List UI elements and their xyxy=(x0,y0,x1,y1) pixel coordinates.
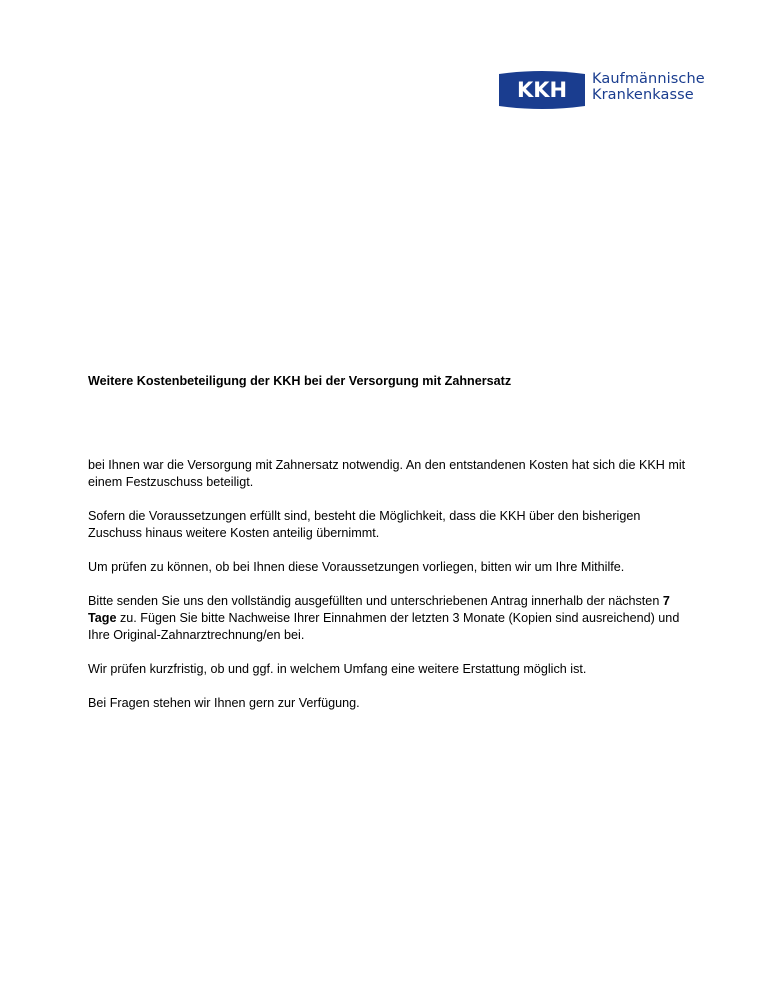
paragraph-3: Um prüfen zu können, ob bei Ihnen diese Voraussetzungen vorliegen, bitten wir um Ihre Mithilfe. xyxy=(88,560,625,574)
letter-body xyxy=(88,373,688,712)
kkh-logo-mark-text: KKH xyxy=(516,78,568,102)
deadline-days: 7 Tage xyxy=(88,594,670,625)
paragraph-4 xyxy=(88,593,688,644)
letter-subject: Weitere Kostenbeteiligung der KKH bei der Versorgung mit Zahnersatz xyxy=(88,374,512,388)
paragraph-4-part2: zu. Fügen Sie bitte Nachweise Ihrer Einnahmen der letzten 3 Monate (Kopien sind ausreichend) und Ihre Original-Zahnarztrechnung/en bei. xyxy=(88,611,680,642)
kkh-logo-wordmark xyxy=(592,71,705,103)
kkh-logo-mark xyxy=(499,70,585,110)
kkh-logo-shape xyxy=(499,70,585,110)
paragraph-5: Wir prüfen kurzfristig, ob und ggf. in welchem Umfang eine weitere Erstattung möglich ist. xyxy=(88,662,587,676)
kkh-logo-line2: Krankenkasse xyxy=(592,87,694,103)
paragraph-2: Sofern die Voraussetzungen erfüllt sind, besteht die Möglichkeit, dass die KKH über den bisherigen Zuschuss hinaus weitere Kosten anteilig übernimmt. xyxy=(88,509,641,540)
kkh-logo xyxy=(499,70,709,110)
paragraph-1: bei Ihnen war die Versorgung mit Zahnersatz notwendig. An den entstandenen Kosten hat sich die KKH mit einem Festzuschuss beteiligt. xyxy=(88,458,686,489)
kkh-logo-line1: Kaufmännische xyxy=(592,71,705,87)
paragraph-4-part1: Bitte senden Sie uns den vollständig ausgefüllten und unterschriebenen Antrag innerhalb der nächsten xyxy=(88,594,663,608)
paragraph-6: Bei Fragen stehen wir Ihnen gern zur Verfügung. xyxy=(88,696,360,710)
